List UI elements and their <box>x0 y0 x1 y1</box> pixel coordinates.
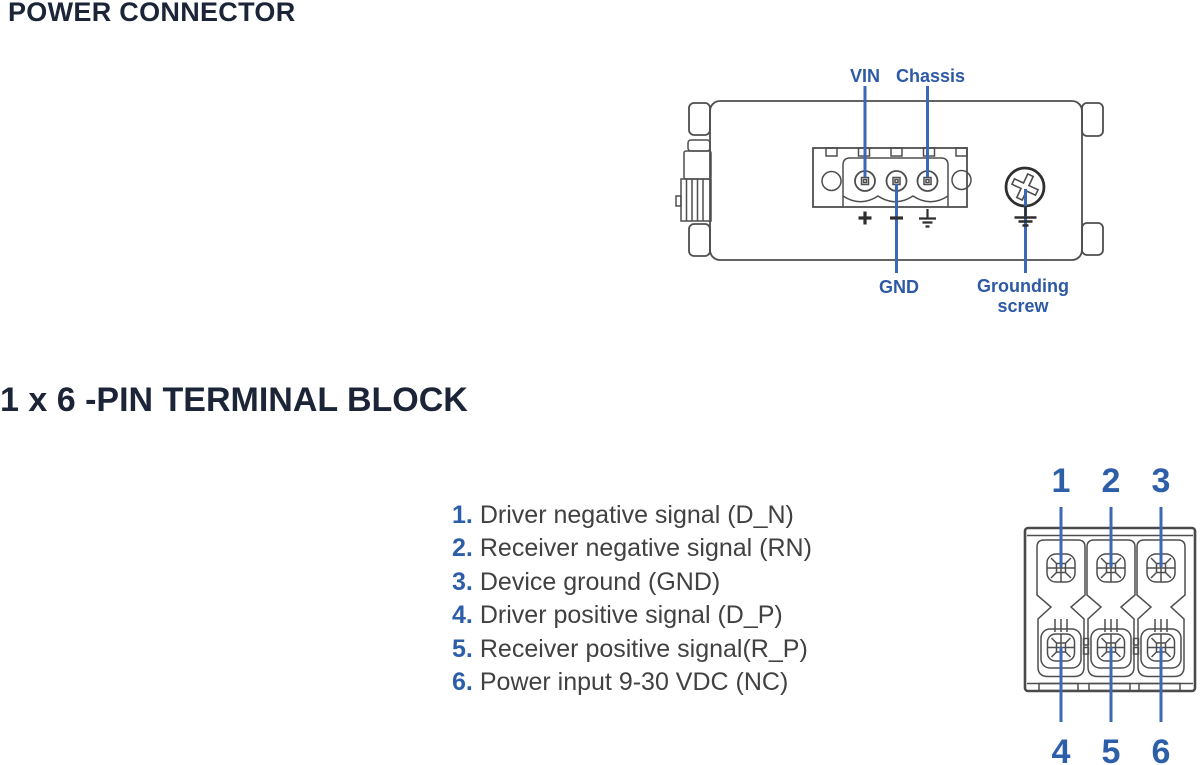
power-terminal-block <box>813 148 971 207</box>
pin-description-list <box>452 499 812 699</box>
pin-number: 6. <box>452 668 473 697</box>
left-top-tab <box>689 103 710 135</box>
chassis-label: Chassis <box>895 66 966 86</box>
pin-list-item-1 <box>452 499 812 532</box>
plus-symbol-icon <box>859 212 872 225</box>
pin-description: Device ground (GND) <box>479 567 721 596</box>
grounding-screw-label-line1: Grounding <box>977 276 1069 296</box>
pin-description: Receiver positive signal(R_P) <box>479 634 808 663</box>
pin-number: 1. <box>452 501 473 529</box>
pin-description: Power input 9-30 VDC (NC) <box>479 668 789 697</box>
vin-label: VIN <box>849 66 881 86</box>
screw-earth-ground-icon <box>1015 206 1037 226</box>
mount-hole-left <box>822 172 841 191</box>
pin-number-3: 3 <box>1151 462 1171 500</box>
pin-number-4: 4 <box>1051 733 1071 765</box>
pin-number: 2. <box>452 534 473 563</box>
earth-ground-icon <box>919 209 936 227</box>
left-bottom-tab <box>689 224 710 256</box>
terminal-block-title: 1 x 6 -PIN TERMINAL BLOCK <box>0 381 468 419</box>
pin-list-item-3 <box>452 566 812 599</box>
pin-number: 5. <box>452 634 473 663</box>
grounding-screw-label-line2: screw <box>997 296 1049 316</box>
pin-number: 4. <box>452 601 473 630</box>
pin-description: Driver positive signal (D_P) <box>479 601 783 630</box>
power-connector-diagram <box>670 60 1110 320</box>
pin-number: 3. <box>452 567 473 596</box>
pin-number-5: 5 <box>1101 733 1121 765</box>
antenna-connector-icon <box>676 140 711 221</box>
pin-description: Driver negative signal (D_N) <box>479 501 794 529</box>
right-top-tab <box>1082 103 1103 136</box>
pin-list-item-5 <box>452 633 812 666</box>
gnd-label: GND <box>879 277 919 297</box>
right-bottom-tab <box>1082 223 1103 255</box>
mount-hole-right <box>952 171 971 190</box>
pin-number-1: 1 <box>1051 462 1071 500</box>
pin-list-item-4 <box>452 599 812 632</box>
pin-list-item-6 <box>452 666 812 699</box>
power-connector-title: POWER CONNECTOR <box>8 0 296 27</box>
pin-list-item-2 <box>452 532 812 565</box>
pin-number-2: 2 <box>1101 462 1121 500</box>
pin-description: Receiver negative signal (RN) <box>479 534 812 563</box>
terminal-block-diagram <box>1010 450 1200 765</box>
terminal-top-notches <box>826 148 967 156</box>
pin-number-6: 6 <box>1151 733 1171 765</box>
